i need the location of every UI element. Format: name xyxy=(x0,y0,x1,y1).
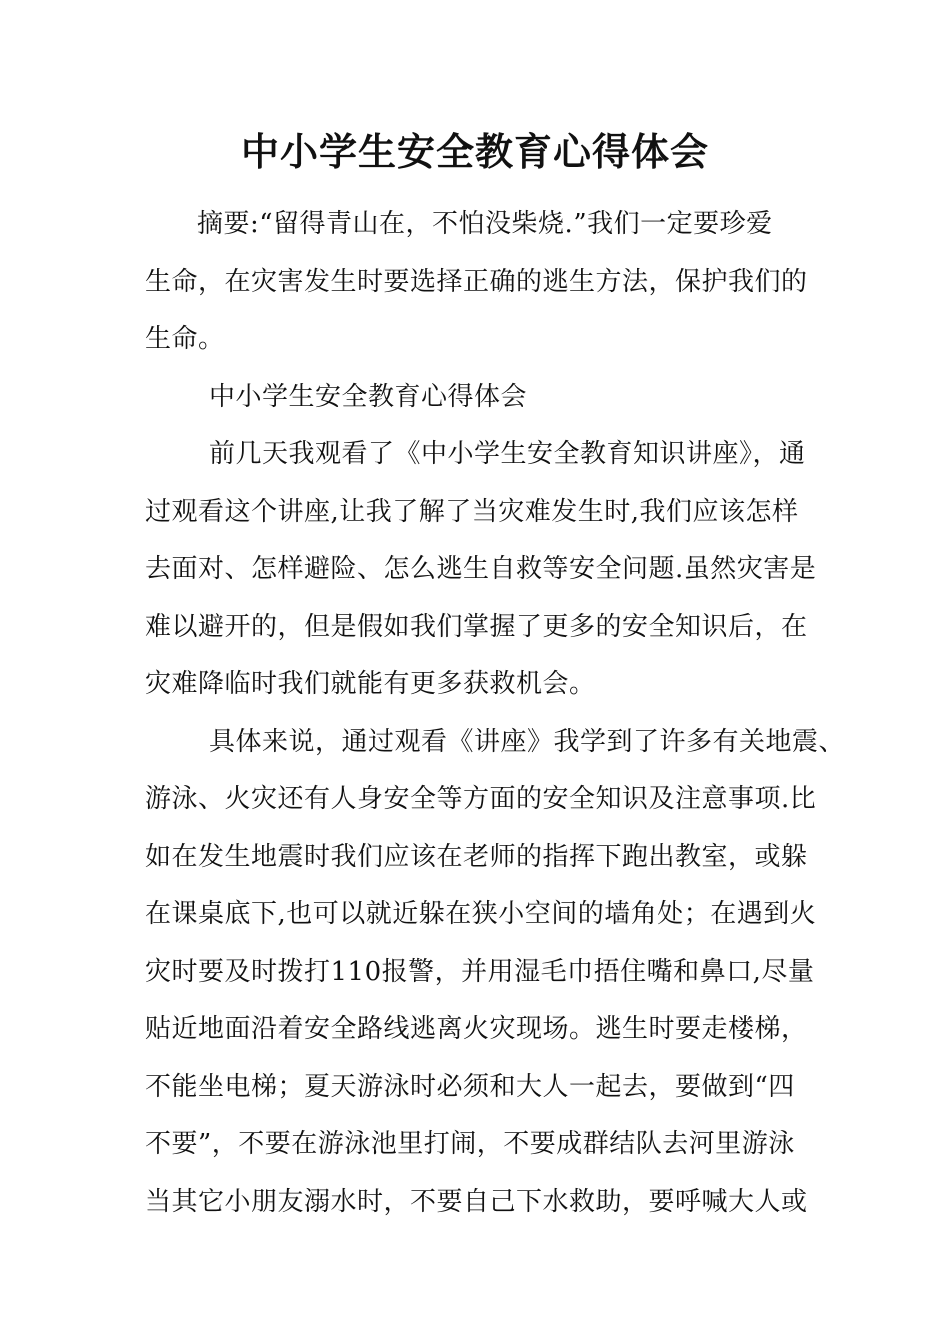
text-line: 游泳、火灾还有人身安全等方面的安全知识及注意事项.比 xyxy=(145,784,817,814)
text-line: 去面对、怎样避险、怎么逃生自救等安全问题.虽然灾害是 xyxy=(145,554,817,584)
text-line: 在课桌底下,也可以就近躲在狭小空间的墙角处；在遇到火 xyxy=(145,899,817,929)
paragraph-start-line: 具体来说，通过观看《讲座》我学到了许多有关地震、 xyxy=(209,726,846,757)
text-line: 不能坐电梯；夏天游泳时必须和大人一起去，要做到“四 xyxy=(145,1071,795,1102)
text-line: 难以避开的，但是假如我们掌握了更多的安全知识后，在 xyxy=(145,611,808,642)
text-line: 过观看这个讲座,让我了解了当灾难发生时,我们应该怎样 xyxy=(145,496,799,527)
text-line: 贴近地面沿着安全路线逃离火灾现场。逃生时要走楼梯， xyxy=(145,1014,808,1044)
subtitle-line: 中小学生安全教育心得体会 xyxy=(209,381,528,412)
text-line: 如在发生地震时我们应该在老师的指挥下跑出教室，或躲 xyxy=(145,841,808,872)
text-line: 灾时要及时拨打110报警，并用湿毛巾捂住嘴和鼻口,尽量 xyxy=(145,956,815,987)
document-body xyxy=(145,196,846,1231)
text-line: 生命。 xyxy=(145,324,225,354)
text-line: 生命，在灾害发生时要选择正确的逃生方法，保护我们的 xyxy=(145,266,808,297)
paragraph-start-line: 前几天我观看了《中小学生安全教育知识讲座》，通 xyxy=(209,439,806,469)
text-line: 灾难降临时我们就能有更多获救机会。 xyxy=(145,669,596,699)
document-title: 中小学生安全教育心得体会 xyxy=(240,129,709,174)
abstract-line: 摘要:“留得青山在，不怕没柴烧.”我们一定要珍爱 xyxy=(197,209,773,239)
text-line: 当其它小朋友溺水时，不要自己下水救助，要呼喊大人或 xyxy=(145,1186,808,1217)
text-line: 不要”，不要在游泳池里打闹，不要成群结队去河里游泳 xyxy=(145,1129,795,1159)
